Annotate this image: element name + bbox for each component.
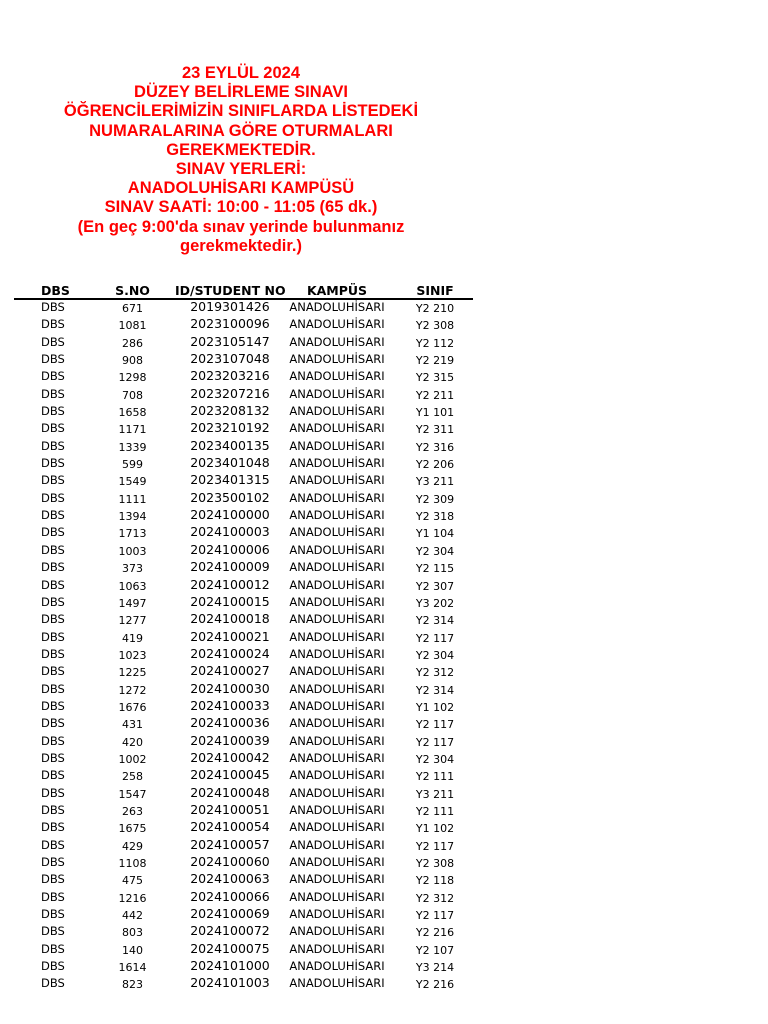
- campus-cell: ANADOLUHİSARI: [289, 334, 385, 349]
- campus-cell: ANADOLUHİSARI: [289, 629, 385, 644]
- student-no-cell: 2023400135: [190, 437, 270, 453]
- dbs-cell: DBS: [41, 681, 65, 696]
- sno-cell: 373: [122, 562, 143, 576]
- student-no-cell: 2023207216: [190, 385, 270, 401]
- table-row: [0, 646, 768, 663]
- classroom-cell: Y2 111: [415, 804, 455, 818]
- table-row: [0, 403, 768, 420]
- campus-cell: ANADOLUHİSARI: [289, 802, 385, 817]
- student-no-cell: 2024100072: [190, 923, 270, 939]
- student-no-cell: 2024100027: [190, 663, 270, 679]
- student-no-cell: 2024100048: [190, 784, 270, 800]
- sno-cell: 258: [122, 770, 143, 784]
- column-header-student-no: ID/STUDENT NO: [175, 283, 286, 298]
- campus-cell: ANADOLUHİSARI: [289, 681, 385, 696]
- table-row: [0, 472, 768, 489]
- student-no-cell: 2024100075: [190, 940, 270, 956]
- classroom-cell: Y3 214: [415, 961, 455, 975]
- classroom-cell: Y2 304: [415, 544, 455, 558]
- campus-cell: ANADOLUHİSARI: [289, 907, 385, 922]
- header-notice-line-3: GEREKMEKTEDİR.: [166, 140, 316, 159]
- sno-cell: 1547: [118, 787, 147, 801]
- classroom-cell: Y1 102: [415, 700, 455, 714]
- table-row: [0, 837, 768, 854]
- student-no-cell: 2024100009: [190, 559, 270, 575]
- campus-cell: ANADOLUHİSARI: [289, 317, 385, 332]
- header-notice-line-2: NUMARALARINA GÖRE OTURMALARI: [89, 121, 393, 140]
- sno-cell: 823: [122, 978, 143, 992]
- student-no-cell: 2024100000: [190, 507, 270, 523]
- dbs-cell: DBS: [41, 855, 65, 869]
- dbs-cell: DBS: [41, 768, 65, 783]
- dbs-cell: DBS: [41, 750, 65, 765]
- campus-cell: ANADOLUHİSARI: [289, 959, 385, 974]
- dbs-cell: DBS: [41, 421, 65, 436]
- table-row: [0, 611, 768, 628]
- sno-cell: 1676: [118, 700, 147, 714]
- table-row: [0, 420, 768, 437]
- dbs-cell: DBS: [41, 594, 65, 609]
- classroom-cell: Y2 216: [415, 978, 455, 992]
- sno-cell: 1108: [118, 857, 147, 870]
- campus-cell: ANADOLUHİSARI: [289, 646, 385, 661]
- campus-cell: ANADOLUHİSARI: [289, 924, 385, 939]
- dbs-cell: DBS: [41, 629, 65, 644]
- seating-table-header: [0, 281, 768, 299]
- campus-cell: ANADOLUHİSARI: [289, 421, 385, 436]
- classroom-cell: Y2 118: [415, 874, 455, 888]
- dbs-cell: DBS: [41, 820, 65, 835]
- sno-cell: 263: [122, 804, 143, 818]
- classroom-cell: Y2 312: [415, 666, 455, 680]
- student-no-cell: 2024100030: [190, 680, 270, 696]
- dbs-cell: DBS: [41, 508, 65, 523]
- table-row: [0, 507, 768, 524]
- header-arrival-note-1: (En geç 9:00'da sınav yerinde bulunmanız: [77, 217, 405, 236]
- classroom-cell: Y2 117: [415, 735, 455, 749]
- sno-cell: 429: [122, 839, 143, 853]
- classroom-cell: Y2 115: [415, 562, 455, 576]
- campus-cell: ANADOLUHİSARI: [289, 456, 385, 471]
- student-no-cell: 2024100054: [190, 819, 270, 835]
- student-no-cell: 2024100045: [190, 767, 270, 783]
- classroom-cell: Y2 117: [415, 631, 455, 645]
- table-row: [0, 490, 768, 507]
- header-campus: ANADOLUHİSARI KAMPÜSÜ: [127, 179, 355, 198]
- classroom-cell: Y2 219: [415, 354, 455, 368]
- student-no-cell: 2024100036: [190, 715, 270, 731]
- table-row: [0, 819, 768, 836]
- student-no-cell: 2024101003: [190, 975, 270, 991]
- student-no-cell: 2023401315: [190, 472, 270, 488]
- table-row: [0, 663, 768, 680]
- sno-cell: 1339: [118, 440, 147, 454]
- dbs-cell: DBS: [41, 369, 65, 384]
- dbs-cell: DBS: [41, 785, 65, 800]
- table-row: [0, 524, 768, 541]
- campus-cell: ANADOLUHİSARI: [289, 872, 385, 887]
- student-no-cell: 2019301426: [190, 299, 270, 314]
- classroom-cell: Y2 206: [415, 458, 455, 472]
- sno-cell: 1023: [118, 648, 147, 662]
- dbs-cell: DBS: [41, 473, 65, 488]
- campus-cell: ANADOLUHİSARI: [289, 855, 385, 869]
- dbs-cell: DBS: [41, 300, 65, 314]
- campus-cell: ANADOLUHİSARI: [289, 941, 385, 956]
- table-row: [0, 923, 768, 940]
- classroom-cell: Y2 117: [415, 909, 455, 923]
- campus-cell: ANADOLUHİSARI: [289, 300, 385, 314]
- student-no-cell: 2024100039: [190, 732, 270, 748]
- classroom-cell: Y2 117: [415, 718, 455, 732]
- sno-cell: 431: [122, 718, 143, 732]
- dbs-cell: DBS: [41, 525, 65, 540]
- column-header-classroom: SINIF: [416, 283, 454, 298]
- classroom-cell: Y1 101: [415, 406, 455, 420]
- dbs-cell: DBS: [41, 716, 65, 731]
- sno-cell: 140: [122, 943, 143, 957]
- classroom-cell: Y2 304: [415, 648, 455, 662]
- campus-cell: ANADOLUHİSARI: [289, 369, 385, 384]
- classroom-cell: Y2 112: [415, 336, 455, 350]
- student-no-cell: 2024100066: [190, 888, 270, 904]
- student-no-cell: 2023105147: [190, 333, 270, 349]
- sno-cell: 1171: [118, 423, 147, 437]
- sno-cell: 1081: [118, 319, 147, 333]
- sno-cell: 1111: [118, 492, 147, 506]
- table-row: [0, 368, 768, 385]
- table-row: [0, 958, 768, 975]
- dbs-cell: DBS: [41, 976, 65, 991]
- header-exam-name: DÜZEY BELİRLEME SINAVI: [134, 83, 348, 102]
- sno-cell: 803: [122, 926, 143, 940]
- sno-cell: 1225: [118, 666, 147, 680]
- sno-cell: 1277: [118, 614, 147, 628]
- campus-cell: ANADOLUHİSARI: [289, 560, 385, 575]
- sno-cell: 1216: [118, 891, 147, 905]
- table-row: [0, 715, 768, 732]
- campus-cell: ANADOLUHİSARI: [289, 490, 385, 505]
- student-no-cell: 2024100042: [190, 749, 270, 765]
- sno-cell: 286: [122, 336, 143, 350]
- table-row: [0, 351, 768, 368]
- classroom-cell: Y3 202: [415, 596, 455, 610]
- student-no-cell: 2024100021: [190, 628, 270, 644]
- sno-cell: 419: [122, 631, 143, 645]
- header-notice-line-1: ÖĞRENCİLERİMİZİN SINIFLARDA LİSTEDEKİ: [63, 102, 419, 121]
- classroom-cell: Y2 311: [415, 423, 455, 437]
- student-no-cell: 2023100096: [190, 316, 270, 332]
- table-row: [0, 559, 768, 576]
- table-row: [0, 785, 768, 802]
- sno-cell: 1614: [118, 961, 147, 975]
- column-header-sno: S.NO: [115, 283, 150, 298]
- student-no-cell: 2024100060: [190, 854, 270, 869]
- campus-cell: ANADOLUHİSARI: [289, 508, 385, 523]
- dbs-cell: DBS: [41, 837, 65, 852]
- student-no-cell: 2024100018: [190, 611, 270, 627]
- sno-cell: 1298: [118, 371, 147, 385]
- sno-cell: 1272: [118, 683, 147, 697]
- student-no-cell: 2023107048: [190, 351, 270, 367]
- dbs-cell: DBS: [41, 577, 65, 592]
- campus-cell: ANADOLUHİSARI: [289, 542, 385, 557]
- sno-cell: 599: [122, 458, 143, 472]
- student-no-cell: 2024100033: [190, 697, 270, 713]
- student-no-cell: 2024100015: [190, 593, 270, 609]
- table-row: [0, 854, 768, 871]
- table-row: [0, 438, 768, 455]
- classroom-cell: Y2 316: [415, 440, 455, 454]
- campus-cell: ANADOLUHİSARI: [289, 664, 385, 679]
- dbs-cell: DBS: [41, 612, 65, 627]
- sno-cell: 1394: [118, 510, 147, 524]
- table-row: [0, 889, 768, 906]
- dbs-cell: DBS: [41, 889, 65, 904]
- sno-cell: 908: [122, 354, 143, 368]
- sno-cell: 1497: [118, 596, 147, 610]
- table-row: [0, 802, 768, 819]
- dbs-cell: DBS: [41, 802, 65, 817]
- campus-cell: ANADOLUHİSARI: [289, 386, 385, 401]
- table-row: [0, 941, 768, 958]
- campus-cell: ANADOLUHİSARI: [289, 612, 385, 627]
- sno-cell: 475: [122, 874, 143, 888]
- sno-cell: 1713: [118, 527, 147, 541]
- student-no-cell: 2024100063: [190, 871, 270, 887]
- table-row: [0, 750, 768, 767]
- table-row: [0, 577, 768, 594]
- classroom-cell: Y2 308: [415, 319, 455, 333]
- classroom-cell: Y2 107: [415, 943, 455, 957]
- student-no-cell: 2023500102: [190, 489, 270, 505]
- dbs-cell: DBS: [41, 386, 65, 401]
- campus-cell: ANADOLUHİSARI: [289, 976, 385, 991]
- campus-cell: ANADOLUHİSARI: [289, 594, 385, 609]
- sno-cell: 708: [122, 388, 143, 402]
- table-row: [0, 733, 768, 750]
- classroom-cell: Y2 304: [415, 752, 455, 766]
- header-exam-time: SINAV SAATİ: 10:00 - 11:05 (65 dk.): [104, 198, 378, 217]
- sno-cell: 1063: [118, 579, 147, 593]
- dbs-cell: DBS: [41, 352, 65, 367]
- announcement-header: [30, 64, 452, 256]
- dbs-cell: DBS: [41, 542, 65, 557]
- student-no-cell: 2024101000: [190, 958, 270, 974]
- table-row: [0, 681, 768, 698]
- student-no-cell: 2024100006: [190, 541, 270, 557]
- classroom-cell: Y1 104: [415, 527, 455, 541]
- campus-cell: ANADOLUHİSARI: [289, 750, 385, 765]
- dbs-cell: DBS: [41, 733, 65, 748]
- table-row: [0, 906, 768, 923]
- campus-cell: ANADOLUHİSARI: [289, 820, 385, 835]
- header-exam-locations-label: SINAV YERLERİ:: [175, 160, 307, 179]
- student-no-cell: 2024100057: [190, 836, 270, 852]
- classroom-cell: Y1 102: [415, 822, 455, 836]
- sno-cell: 1002: [118, 752, 147, 766]
- campus-cell: ANADOLUHİSARI: [289, 785, 385, 800]
- dbs-cell: DBS: [41, 404, 65, 419]
- table-row: [0, 316, 768, 333]
- student-no-cell: 2024100024: [190, 645, 270, 661]
- dbs-cell: DBS: [41, 872, 65, 887]
- dbs-cell: DBS: [41, 490, 65, 505]
- campus-cell: ANADOLUHİSARI: [289, 404, 385, 419]
- campus-cell: ANADOLUHİSARI: [289, 473, 385, 488]
- table-row: [0, 542, 768, 559]
- dbs-cell: DBS: [41, 907, 65, 922]
- student-no-cell: 2024100012: [190, 576, 270, 592]
- classroom-cell: Y2 314: [415, 614, 455, 628]
- sno-cell: 1675: [118, 822, 147, 836]
- campus-cell: ANADOLUHİSARI: [289, 837, 385, 852]
- dbs-cell: DBS: [41, 456, 65, 471]
- classroom-cell: Y2 111: [415, 770, 455, 784]
- classroom-cell: Y2 318: [415, 510, 455, 524]
- sno-cell: 671: [122, 302, 143, 315]
- sno-cell: 1658: [118, 406, 147, 420]
- student-no-cell: 2023401048: [190, 455, 270, 471]
- dbs-cell: DBS: [41, 959, 65, 974]
- dbs-cell: DBS: [41, 924, 65, 939]
- table-row: [0, 334, 768, 351]
- dbs-cell: DBS: [41, 941, 65, 956]
- campus-cell: ANADOLUHİSARI: [289, 698, 385, 713]
- dbs-cell: DBS: [41, 317, 65, 332]
- student-no-cell: 2023210192: [190, 420, 270, 436]
- campus-cell: ANADOLUHİSARI: [289, 889, 385, 904]
- classroom-cell: Y2 117: [415, 839, 455, 853]
- dbs-cell: DBS: [41, 646, 65, 661]
- dbs-cell: DBS: [41, 438, 65, 453]
- table-row: [0, 594, 768, 611]
- table-row: [0, 871, 768, 888]
- classroom-cell: Y2 312: [415, 891, 455, 905]
- column-header-dbs: DBS: [41, 283, 70, 298]
- header-arrival-note-2: gerekmektedir.): [180, 236, 302, 255]
- header-date: 23 EYLÜL 2024: [181, 64, 300, 82]
- table-row: [0, 975, 768, 992]
- classroom-cell: Y2 211: [415, 388, 455, 402]
- dbs-cell: DBS: [41, 560, 65, 575]
- sno-cell: 1549: [118, 475, 147, 489]
- classroom-cell: Y3 211: [415, 475, 455, 489]
- campus-cell: ANADOLUHİSARI: [289, 577, 385, 592]
- classroom-cell: Y2 308: [415, 857, 455, 870]
- table-row: [0, 629, 768, 646]
- table-row: [0, 455, 768, 472]
- dbs-cell: DBS: [41, 664, 65, 679]
- seating-table-body: [0, 299, 768, 993]
- classroom-cell: Y3 211: [415, 787, 455, 801]
- sno-cell: 1003: [118, 544, 147, 558]
- table-header-row: [0, 281, 768, 299]
- campus-cell: ANADOLUHİSARI: [289, 525, 385, 540]
- campus-cell: ANADOLUHİSARI: [289, 733, 385, 748]
- sno-cell: 420: [122, 735, 143, 749]
- table-row: [0, 767, 768, 784]
- table-row: [0, 386, 768, 403]
- student-no-cell: 2024100003: [190, 524, 270, 540]
- classroom-cell: Y2 216: [415, 926, 455, 940]
- campus-cell: ANADOLUHİSARI: [289, 716, 385, 731]
- dbs-cell: DBS: [41, 334, 65, 349]
- classroom-cell: Y2 307: [415, 579, 455, 593]
- classroom-cell: Y2 314: [415, 683, 455, 697]
- campus-cell: ANADOLUHİSARI: [289, 352, 385, 367]
- student-no-cell: 2024100069: [190, 906, 270, 922]
- classroom-cell: Y2 210: [415, 302, 455, 315]
- campus-cell: ANADOLUHİSARI: [289, 438, 385, 453]
- table-row: [0, 698, 768, 715]
- classroom-cell: Y2 315: [415, 371, 455, 385]
- sno-cell: 442: [122, 909, 143, 923]
- table-row: [0, 299, 768, 316]
- dbs-cell: DBS: [41, 698, 65, 713]
- campus-cell: ANADOLUHİSARI: [289, 768, 385, 783]
- student-no-cell: 2023208132: [190, 403, 270, 419]
- classroom-cell: Y2 309: [415, 492, 455, 506]
- student-no-cell: 2023203216: [190, 368, 270, 384]
- student-no-cell: 2024100051: [190, 801, 270, 817]
- column-header-campus: KAMPÜS: [306, 283, 368, 298]
